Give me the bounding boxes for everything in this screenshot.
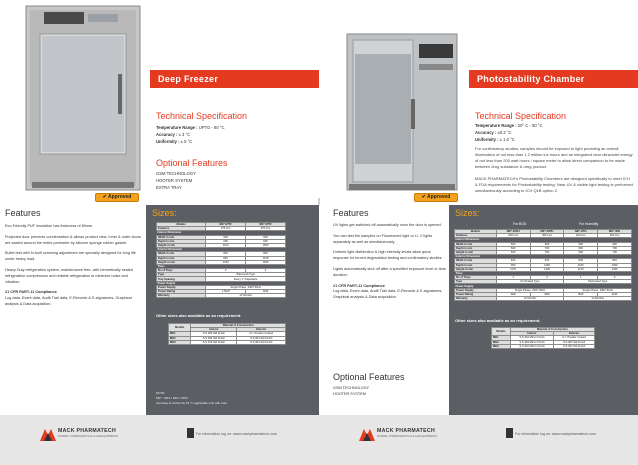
table-cell: 275 Ltrs — [206, 227, 246, 231]
table-cell: Depth in mm — [455, 263, 497, 267]
table-cell: MK3 — [492, 344, 511, 348]
table-header-cell: Exterior — [237, 328, 286, 332]
spec-list — [156, 124, 225, 145]
table-cell: Height in mm — [157, 260, 206, 264]
table-cell: S.S.304 Std Finish — [554, 340, 595, 344]
table-cell: Width in mm — [157, 235, 206, 239]
table-cell: S.S.316 Std Finish — [191, 340, 237, 344]
table-cell: 960 — [496, 263, 530, 267]
feature-item: Eco-Friendly PUF Insulation has thickness of 80mm. — [5, 224, 94, 228]
table-cell: 700 — [530, 250, 564, 254]
table-cell: 600 — [206, 239, 246, 243]
table-header-cell: Models — [492, 328, 511, 336]
product-banner: Photostability Chamber — [469, 70, 638, 88]
size-table — [156, 222, 286, 298]
footer — [319, 415, 638, 465]
table-cell: S.S.304 Std Finish — [191, 332, 237, 336]
table-cell: Single Phase, 230V 50Hz — [496, 288, 564, 292]
top-section — [319, 0, 638, 198]
company-name: MACK PHARMATECH — [377, 428, 436, 434]
table-header-cell: Interior — [191, 328, 237, 332]
table-cell: 1325 — [598, 267, 632, 271]
table-cell: Interior Dimension — [157, 231, 286, 235]
spec-uniformity: Uniformity : ± 5 °C — [156, 139, 193, 144]
spec-temp: Temperature Range : UPTO - 80 °C — [156, 125, 225, 130]
table-cell: 1150 — [206, 260, 246, 264]
note-block — [156, 391, 227, 406]
table-cell: 3kW — [564, 292, 598, 296]
table-cell: 840 — [496, 259, 530, 263]
table-cell: 700 — [598, 250, 632, 254]
table-cell: 200 Ltrs — [496, 234, 530, 238]
table-cell: 900 — [598, 242, 632, 246]
table-cell: 1200 — [598, 263, 632, 267]
cfr-text: Log data, Event data, Audit Trail data, E-Records & E-signatures, Graphical analysis & Data acquisition. — [333, 289, 443, 300]
table-row — [492, 344, 595, 348]
table-header-cell: Models — [169, 324, 191, 332]
cfr-text: Log data, Event data, Audit Trail data, E-Records & E-signatures, Graphical analysis & Data acquisition. — [5, 296, 132, 306]
table-cell: 1160 — [564, 263, 598, 267]
table-cell: G.I. Powder Coated — [554, 336, 595, 340]
table-header-cell: MK*-20PH — [496, 230, 530, 234]
product-banner: Deep Freezer — [150, 70, 319, 88]
table-cell: Every 1" Adjustable — [206, 277, 286, 281]
table-cell: Type — [455, 280, 497, 284]
table-row — [157, 294, 286, 298]
table-cell: Height in mm — [455, 267, 497, 271]
table-cell: 3kW — [246, 290, 286, 294]
table-cell: Trays — [157, 264, 286, 268]
table-cell: MK1 — [169, 332, 191, 336]
table-cell: 1140 — [246, 256, 286, 260]
table-cell: 3kW — [496, 292, 530, 296]
table-cell: 900 — [530, 242, 564, 246]
table-cell: Type — [157, 273, 206, 277]
table-cell: Single Phase, 230V 50Hz — [206, 285, 286, 289]
table-cell: No of Trays — [157, 269, 206, 273]
table-cell: 840 — [564, 259, 598, 263]
size-table — [454, 229, 632, 301]
optional-features-title: Optional Features — [333, 372, 405, 382]
cfr-title: 21 CFR PART-11 Compliance — [333, 283, 385, 288]
table-cell: 600 — [246, 235, 286, 239]
table-cell: 840 — [598, 259, 632, 263]
footer-marker — [187, 428, 194, 438]
table-cell: 600 — [564, 246, 598, 250]
sizes-title: Sizes: — [152, 208, 177, 218]
feature-item: You can test the samples on Fluorescent light or U. V lights separately as well as simultaneously. — [333, 233, 433, 244]
table-cell: 1160 — [530, 263, 564, 267]
feature-item: Lights automatically shut off after a specified exposure level or time duration. — [333, 266, 446, 277]
material-table — [491, 327, 595, 349]
table-cell: Power Rating — [455, 292, 497, 296]
table-cell: S.S.304 Mirror Finish — [510, 336, 553, 340]
table-cell: Perforated Type — [564, 280, 632, 284]
table-header-cell: Interior — [510, 332, 553, 336]
table-cell: S.S.304 Std Finish — [237, 340, 286, 344]
table-cell: Power Supply — [157, 285, 206, 289]
tech-spec-title: Technical Specification — [156, 111, 248, 121]
table-cell: 700 — [598, 246, 632, 250]
table-cell: Features — [455, 234, 497, 238]
table-cell: 700 — [530, 246, 564, 250]
table-cell: Wiremesh Type — [206, 273, 286, 277]
table-cell: 1500 — [246, 243, 286, 247]
table-header-cell: MK*-2PH — [564, 230, 598, 234]
optional-list — [156, 170, 196, 191]
table-cell: MK2 — [492, 340, 511, 344]
footer — [0, 415, 319, 465]
table-cell: 840 — [246, 252, 286, 256]
table-cell: Power Supply — [157, 281, 286, 285]
other-sizes-note: Other sizes also available as an requirement. — [156, 313, 242, 318]
table-cell: Width in mm — [455, 242, 497, 246]
cfr-title: 21 CFR PART-11 Compliance — [5, 290, 57, 295]
table-cell: MK2 — [169, 336, 191, 340]
other-sizes-note: Other sizes also available as an requirement. — [455, 318, 541, 323]
table-header-cell: Models — [455, 230, 497, 234]
table-cell: 12 Months — [564, 297, 632, 301]
table-cell: 3 — [206, 269, 246, 273]
table-row — [455, 297, 632, 301]
table-cell: 2 — [530, 276, 564, 280]
table-header-cell: Exterior — [554, 332, 595, 336]
feature-item: Projected door prevents condensation & allows product view. Inner & outer doors are sealed around the entire perimeter by silicone sponge rubber gasket. — [5, 234, 141, 245]
optional-list — [333, 386, 369, 398]
feature-item: Bullet feet with in-built screwing adjustment are specially designed for long life under heavy load. — [5, 251, 136, 262]
table-cell: 12 Months — [496, 297, 564, 301]
optional-item: HOOTER SYSTEM — [333, 391, 366, 396]
approved-badge: ✔ Approved — [414, 193, 458, 202]
table-cell: Width in mm — [455, 259, 497, 263]
company-logo-icon — [40, 427, 56, 441]
table-cell: Features — [157, 227, 206, 231]
group-humidity: For Humidity — [579, 222, 599, 226]
table-header-cell: Models — [157, 223, 206, 227]
table-cell: S.S.304 Std Finish — [237, 336, 286, 340]
table-cell: Width in mm — [157, 252, 206, 256]
table-cell: 1100 — [206, 243, 246, 247]
table-cell: 1175 — [496, 267, 530, 271]
spec-accuracy: Accuracy : ±0.2 °C — [475, 130, 512, 135]
table-header-cell: Material of Construction — [510, 328, 594, 332]
features-text — [333, 223, 447, 306]
top-section — [0, 0, 319, 198]
footer-url[interactable]: For information log on: www.mackpharmatech.com — [515, 432, 596, 436]
table-cell: S.S.304 Std Finish — [554, 344, 595, 348]
tech-spec-title: Technical Specification — [475, 111, 567, 121]
company-tagline: PHARMA, PHARMACEUTICAL & LAB EQUIPMENTS — [377, 435, 438, 438]
table-cell: Perforated Type — [496, 280, 564, 284]
footer-marker — [506, 428, 513, 438]
table-cell: 600 — [206, 235, 246, 239]
features-title: Features — [5, 208, 41, 218]
chamber-image — [341, 4, 463, 194]
table-cell: Tray Spacing — [157, 277, 206, 281]
table-header-cell: Material of Construction — [191, 324, 286, 328]
table-cell: 600 — [246, 239, 286, 243]
spec-uniformity: Uniformity : ± 1.0 °C — [475, 137, 515, 142]
table-cell: 400 Ltrs — [530, 234, 564, 238]
note-line: Accuracy & uniformity ±3 °C applicable only with load — [156, 401, 227, 405]
table-cell: 375 Ltrs — [246, 227, 286, 231]
table-cell: 1 — [564, 276, 598, 280]
table-row — [169, 340, 286, 344]
table-header-cell: MK*-275F — [206, 223, 246, 227]
optional-item: HOOTER SYSTEM — [156, 178, 193, 183]
spec-list — [475, 122, 543, 143]
features-title: Features — [333, 208, 369, 218]
table-cell: Exterior Dimension — [455, 255, 632, 259]
description-para: MACK PHARMATECH's Photostability Chambers are designed specifically to meet ICH & FDA requirements for Photostability testing. Near UV & visible light testing is performed simultaneously according to ICH Q1B option 2. — [475, 176, 633, 193]
optional-item: GSM TECHNOLOGY — [156, 171, 196, 176]
table-cell: Trays — [455, 271, 632, 275]
table-cell: Height in mm — [157, 243, 206, 247]
table-cell: 3kW — [530, 292, 564, 296]
company-name: MACK PHARMATECH — [58, 428, 117, 434]
optional-item: EXTRA TRAY — [156, 185, 182, 190]
freezer-image — [22, 4, 144, 194]
feature-item: UV lights get switched off automatically once the door is opened. — [333, 223, 442, 227]
table-cell: 1325 — [530, 267, 564, 271]
table-cell: 1 — [496, 276, 530, 280]
spec-accuracy: Accuracy : ± 3 °C — [156, 132, 191, 137]
table-cell: Power Rating — [157, 290, 206, 294]
features-text — [5, 224, 143, 313]
footer-url[interactable]: For information log on: www.mackpharmatech.com — [196, 432, 277, 436]
note-line: MK* : MK1 / MK2 / MK3 — [156, 396, 188, 400]
company-logo-icon — [359, 427, 375, 441]
table-cell: Warranty — [157, 294, 206, 298]
table-cell: 840 — [206, 256, 246, 260]
table-cell: 840 — [530, 259, 564, 263]
table-cell: MK1 — [492, 336, 511, 340]
table-cell: Depth in mm — [157, 239, 206, 243]
table-cell: Warranty — [455, 297, 497, 301]
table-cell: S.S.304 Std Finish — [191, 336, 237, 340]
spec-temp: Temperature Range : 20° C - 50 °C — [475, 123, 543, 128]
table-cell: 1600 — [246, 260, 286, 264]
table-cell: 12 Months — [206, 294, 286, 298]
table-cell: 600 — [496, 242, 530, 246]
table-header-cell: MK*-375F — [246, 223, 286, 227]
table-cell: 1175 — [564, 267, 598, 271]
description-para: For confirmatory studies, samples should be exposed to light providing an overall illumination of not less than 1.2 million lux hours and an integrated near ultraviolet energy of not less than 200 watt hours / square meter to allow direct comparison to be made between drug substance & drug product. — [475, 146, 633, 169]
table-cell: 2 — [598, 276, 632, 280]
sizes-title: Sizes: — [455, 208, 480, 218]
table-cell: 3 — [246, 269, 286, 273]
optional-features-title: Optional Features — [156, 158, 228, 168]
table-cell: 1.5kW — [206, 290, 246, 294]
material-table — [168, 323, 286, 345]
table-cell: Interior Dimension — [455, 238, 632, 242]
table-header-cell: MK*-4PH — [598, 230, 632, 234]
table-cell: S.S.304 Mirror Finish — [510, 340, 553, 344]
group-bod: For BOD — [513, 222, 527, 226]
feature-item: Uniform light distribution & high intensity levels allow quick response for forced degradation testing and confirmatory studies. — [333, 250, 443, 261]
table-cell: 840 — [206, 252, 246, 256]
table-cell: 200 Ltrs — [564, 234, 598, 238]
note-title: NOTE: — [156, 391, 166, 395]
table-cell: 600 — [564, 250, 598, 254]
feature-item: Heavy Duty refrigeration system, maintenance free, with hermetically sealed refrigeration compressors and reliable refrigeration to minimize noise and vibration. — [5, 267, 133, 284]
table-cell: Power Supply — [455, 284, 632, 288]
table-cell: 600 — [496, 250, 530, 254]
table-cell: Height in mm — [455, 250, 497, 254]
table-cell: Depth in mm — [455, 246, 497, 250]
optional-item: GSM TECHNOLOGY — [333, 386, 370, 390]
approved-badge: ✔ Approved — [95, 193, 139, 202]
table-cell: Single Phase, 230V 50Hz — [564, 288, 632, 292]
table-cell: 600 — [564, 242, 598, 246]
table-cell: No of Trays — [455, 276, 497, 280]
table-header-cell: MK*-40PH — [530, 230, 564, 234]
table-cell: Exterior Dimension — [157, 248, 286, 252]
company-tagline: PHARMA, PHARMACEUTICAL & LAB EQUIPMENTS — [58, 435, 119, 438]
table-cell: 400 Ltrs — [598, 234, 632, 238]
table-cell: 4kW — [598, 292, 632, 296]
table-cell: G.I. Powder Coated — [237, 332, 286, 336]
photostability-page — [319, 0, 638, 465]
table-cell: Power Supply — [455, 288, 497, 292]
table-cell: MK3 — [169, 340, 191, 344]
table-cell: S.S.316 Mirror Finish — [510, 344, 553, 348]
table-cell: Depth in mm — [157, 256, 206, 260]
table-cell: 600 — [496, 246, 530, 250]
